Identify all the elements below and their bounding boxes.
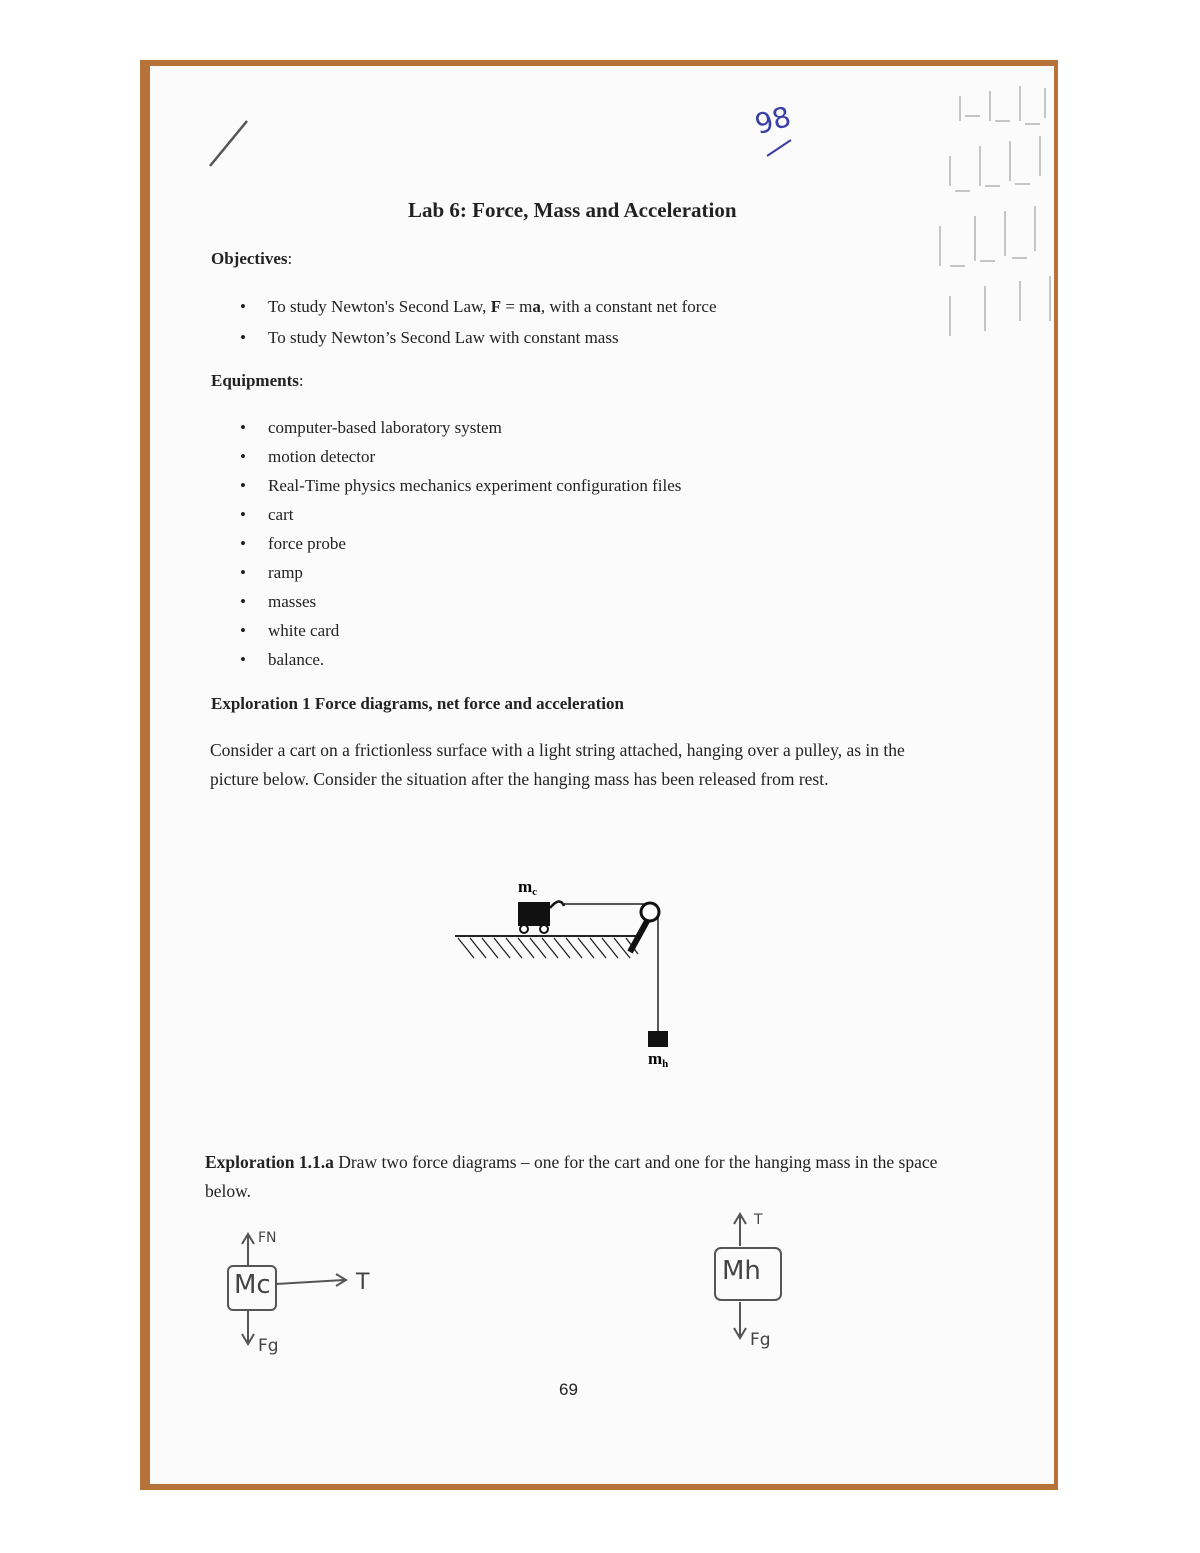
surface-hatch [458,938,638,958]
document-page [150,66,1054,1484]
cart-box-label: Mc [234,1270,271,1300]
hanging-box-label: Mh [722,1256,761,1286]
grade-mark: 98 [751,99,795,142]
hanging-mass-label: mh [648,1049,669,1070]
list-item: • Real-Time physics mechanics experiment configuration files [238,471,681,500]
list-item: • masses [238,587,681,616]
hanging-mass-force-diagram [710,1206,850,1376]
watermark-pattern [790,76,1054,366]
page-title: Lab 6: Force, Mass and Acceleration [408,198,737,222]
force-probe-hook [550,901,564,908]
list-item: • force probe [238,529,681,558]
list-item: • computer-based laboratory system [238,413,681,442]
tension-label: T [356,1270,370,1295]
objectives-heading: Objectives: [211,249,293,268]
exploration-1-1-a-prompt: Exploration 1.1.a Draw two force diagrams – one for the cart and one for the hanging mass in the space below. [205,1152,938,1201]
objectives-list [238,291,717,353]
check-mark-icon [205,116,255,171]
grade-underline [765,136,795,158]
exploration-1-heading: Exploration 1 Force diagrams, net force and acceleration [211,694,624,713]
list-item: • motion detector [238,442,681,471]
cart-body [518,902,550,926]
list-item: • cart [238,500,681,529]
gravity-label: Fg [258,1336,279,1356]
cart-force-arrows [220,1226,420,1376]
cart-mass-label: mc [518,877,538,898]
list-item: • ramp [238,558,681,587]
exploration-1-paragraph: Consider a cart on a frictionless surface with a light string attached, hanging over a pulley, as in the picture below. Consider the situation after the hanging mass has been released from rest. [210,740,905,789]
page-number: 69 [559,1380,578,1399]
cart-wheel [520,925,528,933]
equipments-list [238,413,681,674]
cart-pulley-figure [450,866,690,1076]
hanging-gravity-label: Fg [750,1330,771,1350]
cart-wheel [540,925,548,933]
hanging-tension-label: T [754,1212,763,1228]
cart-force-diagram [220,1226,420,1376]
hanging-force-arrows [710,1206,850,1376]
pulley [641,903,659,921]
list-item: • white card [238,616,681,645]
normal-force-label: FN [258,1230,277,1246]
list-item: • balance. [238,645,681,674]
hanging-mass [648,1031,668,1047]
list-item: • To study Newton's Second Law, F = ma, with a constant net force [238,291,717,322]
list-item: • To study Newton’s Second Law with constant mass [238,322,717,353]
equipments-heading: Equipments: [211,371,304,390]
